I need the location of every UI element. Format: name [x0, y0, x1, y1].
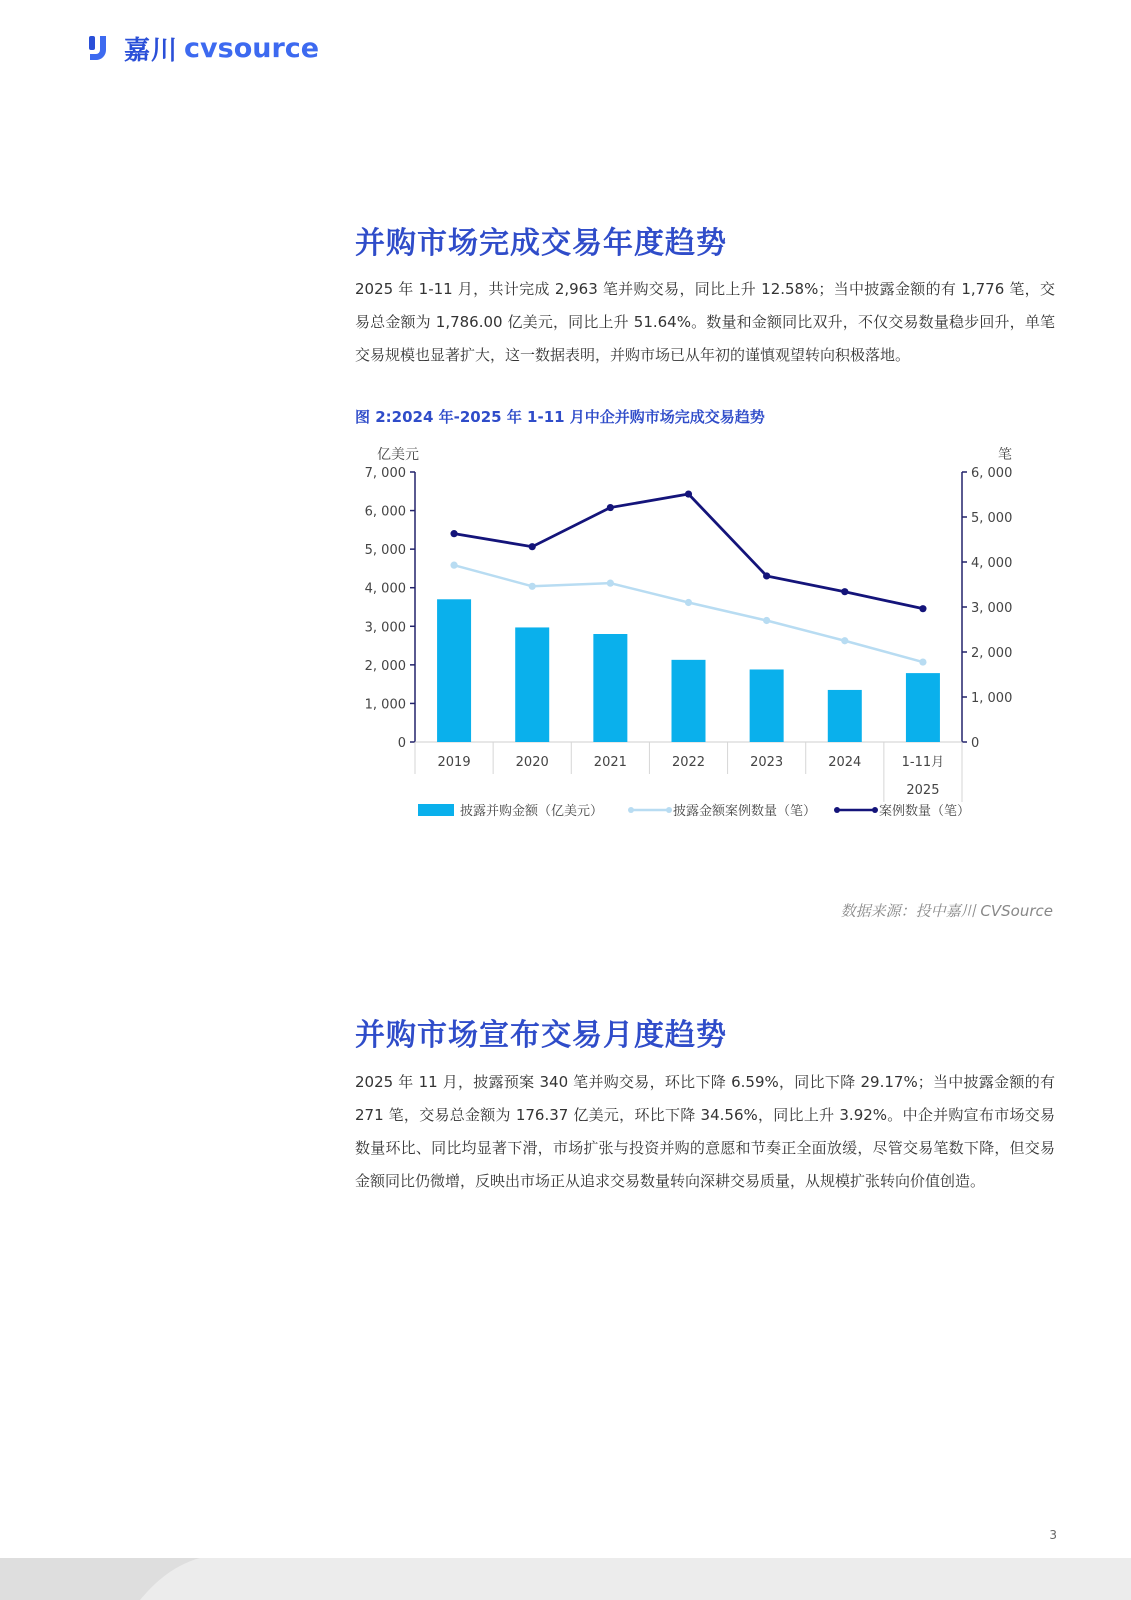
- brand-name-en: cvsource: [184, 32, 320, 64]
- series-point-2: [529, 543, 536, 550]
- series-point-2: [607, 504, 614, 511]
- brand-logo: [86, 30, 319, 66]
- trend-chart: [355, 440, 1035, 840]
- bar-2020: [515, 627, 549, 742]
- series-point-2: [450, 530, 457, 537]
- footer-swoosh: [0, 1558, 200, 1600]
- x-tick-label: 1-11月: [901, 755, 945, 770]
- section-paragraph-annual: [355, 273, 1055, 372]
- right-axis-tick-label: 5, 000: [971, 511, 1013, 526]
- paragraph-text: 2025 年 11 月，披露预案 340 笔并购交易，环比下降 6.59%，同比下降 29.17%；当中披露金额的有 271 笔，交易总金额为 176.37 亿美元，环比下降 34.56%，同比上升 3.92%。中企并购宣布市场交易数量环比、同比均显著下滑，市场扩张与投资并购的意愿和节奏正全面放缓，尽管交易笔数下降，但交易金额同比仍微增，反映出市场正从追求交易数量转向深耕交易质量，从规模扩张转向价值创造。: [355, 1073, 1055, 1190]
- bar-2024: [828, 690, 862, 742]
- figure-title: 图 2:2024 年-2025 年 1-11 月中企并购市场完成交易趋势: [355, 408, 765, 426]
- right-axis-tick-label: 4, 000: [971, 556, 1013, 571]
- bar-2023: [750, 669, 784, 742]
- legend-label: 案例数量（笔）: [879, 804, 971, 819]
- series-point-1: [919, 658, 926, 665]
- left-axis-tick-label: 7, 000: [364, 466, 406, 481]
- series-point-2: [919, 605, 926, 612]
- series-point-2: [763, 572, 770, 579]
- x-tick-label: 2019: [437, 755, 471, 770]
- series-line-2: [454, 494, 923, 609]
- right-axis-tick-label: 2, 000: [971, 646, 1013, 661]
- series-point-1: [685, 599, 692, 606]
- paragraph-text: 2025 年 1-11 月，共计完成 2,963 笔并购交易，同比上升 12.58%；当中披露金额的有 1,776 笔，交易总金额为 1,786.00 亿美元，同比上升 51.64%。数量和金额同比双升，不仅交易数量稳步回升，单笔交易规模也显著扩大，这一数据表明，并购市场已从年初的谨慎观望转向积极落地。: [355, 280, 1055, 364]
- section-title-monthly: 并购市场宣布交易月度趋势: [355, 1018, 727, 1053]
- x-tick-label: 2021: [593, 755, 627, 770]
- right-axis-tick-label: 6, 000: [971, 466, 1013, 481]
- series-point-1: [450, 562, 457, 569]
- left-axis-tick-label: 1, 000: [364, 697, 406, 713]
- x-tick-label: 2020: [515, 755, 549, 770]
- bar-2019: [437, 599, 471, 742]
- series-point-1: [763, 617, 770, 624]
- legend-label: 披露金额案例数量（笔）: [673, 804, 817, 819]
- right-axis-label: 笔: [998, 447, 1012, 463]
- series-point-1: [607, 580, 614, 587]
- legend-swatch-dot: [628, 807, 634, 813]
- series-point-1: [529, 583, 536, 590]
- section-paragraph-monthly: [355, 1066, 1055, 1198]
- left-axis-label: 亿美元: [377, 447, 419, 463]
- left-axis-tick-label: 3, 000: [364, 620, 406, 636]
- brand-mark-icon: [86, 32, 118, 64]
- x-group-label: 2025: [906, 783, 940, 798]
- bar-2021: [593, 634, 627, 742]
- left-axis-tick-label: 0: [397, 736, 406, 751]
- legend-swatch-dot: [834, 807, 840, 813]
- series-point-2: [841, 588, 848, 595]
- right-axis-tick-label: 0: [971, 736, 980, 751]
- legend-swatch-bar: [418, 804, 454, 816]
- legend-swatch-dot: [666, 807, 672, 813]
- x-tick-label: 2023: [750, 755, 784, 770]
- bar-2022: [672, 660, 706, 742]
- left-axis-tick-label: 2, 000: [364, 658, 406, 674]
- x-tick-label: 2022: [671, 755, 706, 770]
- section-title-annual: 并购市场完成交易年度趋势: [355, 226, 727, 261]
- left-axis-tick-label: 4, 000: [364, 581, 406, 597]
- bar-1-11月: [906, 673, 940, 742]
- data-source: 数据来源：投中嘉川 CVSource: [840, 902, 1053, 920]
- right-axis-tick-label: 3, 000: [971, 601, 1013, 616]
- page-number: 3: [1049, 1528, 1057, 1542]
- right-axis-tick-label: 1, 000: [971, 691, 1013, 706]
- left-axis-tick-label: 5, 000: [364, 543, 406, 559]
- legend-label: 披露并购金额（亿美元）: [460, 804, 604, 819]
- series-point-2: [685, 490, 692, 497]
- x-tick-label: 2024: [828, 755, 862, 770]
- series-point-1: [841, 637, 848, 644]
- legend-swatch-dot: [872, 807, 878, 813]
- left-axis-tick-label: 6, 000: [364, 504, 406, 520]
- brand-name-cn: 嘉川: [124, 35, 179, 66]
